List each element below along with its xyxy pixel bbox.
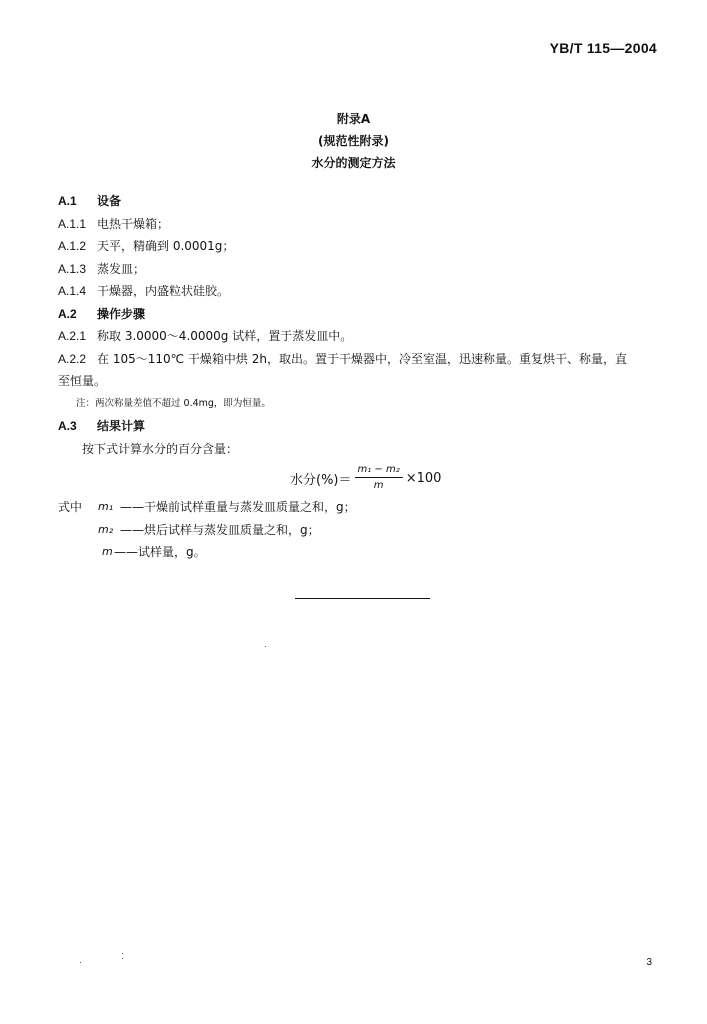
section-a1 xyxy=(58,190,668,213)
page-number: 3 xyxy=(646,957,652,968)
variable-symbol: m₁ xyxy=(98,500,114,513)
section-number: A.2 xyxy=(58,306,77,321)
appendix-title-block xyxy=(0,108,707,174)
section-heading: 操作步骤 xyxy=(97,306,146,321)
section-heading: 结果计算 xyxy=(97,419,146,433)
item-text: 在 105～110℃ 干燥箱中烘 2h，取出。置于干燥器中，冷至室温，迅速称量。重复烘干、称量，直 xyxy=(97,351,627,366)
item-text: 蒸发皿； xyxy=(97,261,146,276)
item-text: 电热干燥箱； xyxy=(97,216,170,231)
appendix-subject: 水分的测定方法 xyxy=(311,156,396,170)
variable-description: ——烘后试样与蒸发皿质量之和，g； xyxy=(120,522,320,537)
formula-fraction xyxy=(355,464,403,492)
formula-lhs: 水分(%)＝ xyxy=(290,472,352,488)
item-a13 xyxy=(58,258,668,281)
note-row xyxy=(58,393,668,416)
formula-row xyxy=(58,460,668,496)
variable-description: ——试样量，g。 xyxy=(114,545,206,559)
section-a3 xyxy=(58,415,668,438)
section-number: A.3 xyxy=(58,419,77,433)
moisture-formula xyxy=(290,464,441,492)
document-body xyxy=(58,190,668,564)
appendix-title: 附录A xyxy=(336,112,371,126)
section-heading: 设备 xyxy=(97,194,122,208)
section-number: A.1 xyxy=(58,194,77,208)
note-text: 注：两次称量差值不超过 0.4mg，即为恒量。 xyxy=(76,397,271,409)
where-label: 式中 xyxy=(58,500,83,514)
formula-rhs: ×100 xyxy=(405,470,442,486)
where-row-3 xyxy=(58,541,668,564)
item-number: A.1.4 xyxy=(58,284,87,298)
item-text: 干燥器，内盛粒状硅胶。 xyxy=(97,284,230,298)
item-a22 xyxy=(58,348,668,393)
item-text-continuation: 至恒量。 xyxy=(58,374,107,388)
section-a2 xyxy=(58,303,668,326)
scan-speck xyxy=(265,646,266,647)
variable-symbol: m₂ xyxy=(98,522,114,536)
variable-symbol: m xyxy=(102,545,113,558)
item-number: A.2.2 xyxy=(58,351,87,366)
appendix-type: (规范性附录) xyxy=(318,134,389,148)
item-number: A.2.1 xyxy=(58,329,87,343)
where-row-2 xyxy=(58,519,668,542)
item-number: A.1.1 xyxy=(58,216,87,231)
item-a12 xyxy=(58,235,668,258)
item-a21 xyxy=(58,325,668,348)
calc-intro xyxy=(58,438,668,461)
formula-numerator: m₁ − m₂ xyxy=(355,464,403,478)
where-row-1 xyxy=(58,496,668,519)
formula-denominator: m xyxy=(373,480,384,491)
scan-speck xyxy=(122,953,123,954)
variable-description: ——干燥前试样重量与蒸发皿质量之和，g； xyxy=(120,500,356,514)
end-divider-line xyxy=(295,598,430,599)
item-text: 天平，精确到 0.0001g； xyxy=(97,239,235,253)
item-a11 xyxy=(58,213,668,236)
scan-speck xyxy=(122,958,123,959)
standard-code: YB/T 115—2004 xyxy=(549,40,657,56)
item-number: A.1.3 xyxy=(58,261,87,276)
scan-speck xyxy=(80,962,81,963)
item-text: 称取 3.0000～4.0000g 试样，置于蒸发皿中。 xyxy=(97,329,353,343)
calc-intro-text: 按下式计算水分的百分含量： xyxy=(82,441,239,456)
item-a14 xyxy=(58,280,668,303)
item-number: A.1.2 xyxy=(58,239,87,253)
